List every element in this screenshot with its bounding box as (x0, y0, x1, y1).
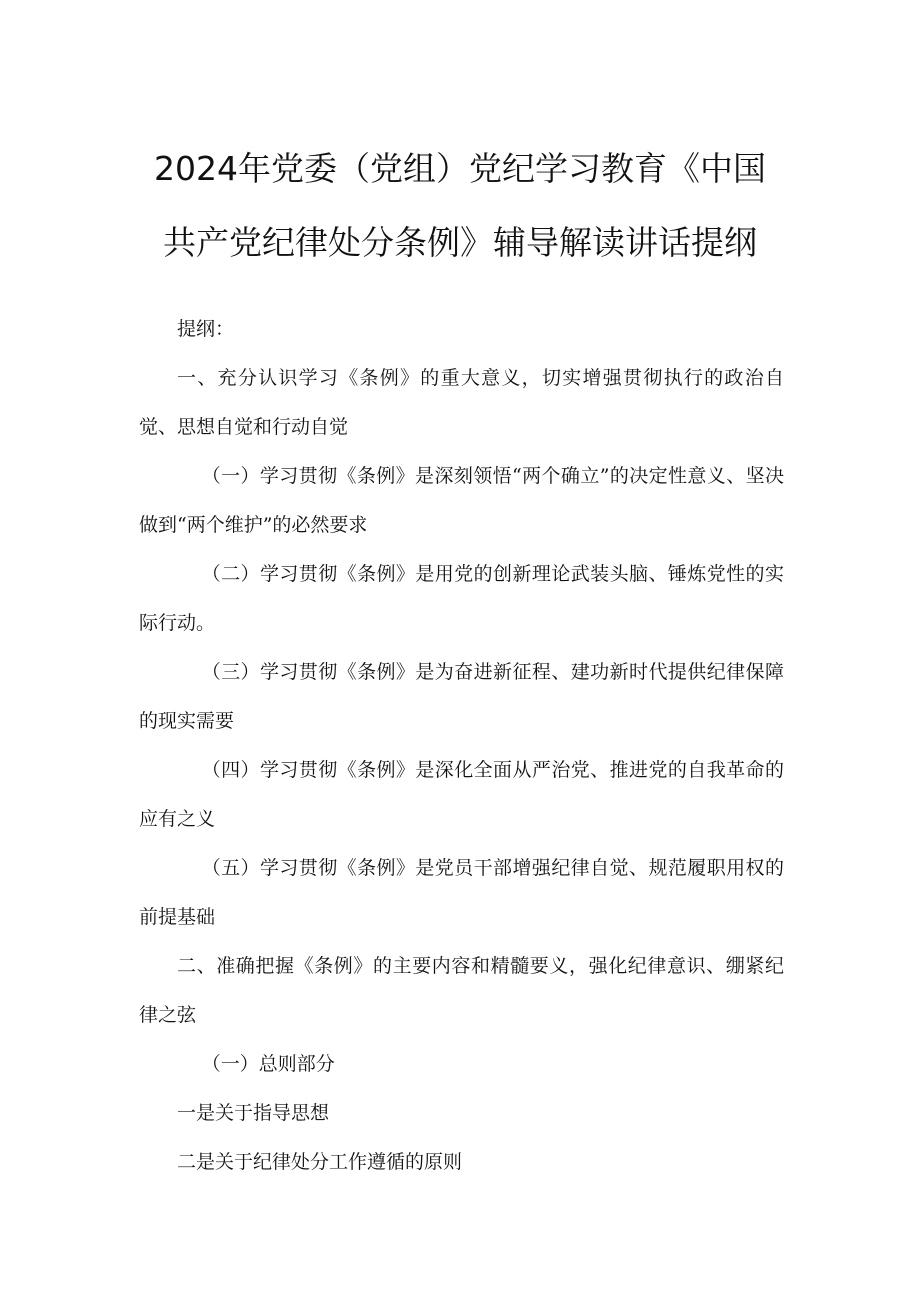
document-title-line-2: 共产党纪律处分条例》辅导解读讲话提纲 (163, 223, 757, 262)
subsection-1-1: （一）学习贯彻《条例》是深刻领悟“两个确立”的决定性意义、坚决做到“两个维护”的必然要求 (139, 465, 784, 536)
subsection-1-5: （五）学习贯彻《条例》是党员干部增强纪律自觉、规范履职用权的前提基础 (139, 857, 784, 928)
document-body (139, 305, 784, 1187)
subsection-1-4: （四）学习贯彻《条例》是深化全面从严治党、推进党的自我革命的应有之义 (139, 759, 784, 830)
subsection-1-3: （三）学习贯彻《条例》是为奋进新征程、建功新时代提供纪律保障的现实需要 (139, 661, 784, 732)
list-item-2: 二是关于纪律处分工作遵循的原则 (177, 1151, 463, 1173)
subsection-1-2: （二）学习贯彻《条例》是用党的创新理论武装头脑、锤炼党性的实际行动。 (139, 563, 784, 634)
section-heading-1: 一、充分认识学习《条例》的重大意义，切实增强贯彻执行的政治自觉、思想自觉和行动自觉 (139, 367, 784, 438)
outline-label: 提纲： (177, 318, 235, 340)
list-item-1: 一是关于指导思想 (177, 1102, 330, 1124)
section-heading-2: 二、准确把握《条例》的主要内容和精髓要义，强化纪律意识、绷紧纪律之弦 (139, 955, 784, 1026)
document-title-line-1: 2024年党委（党组）党纪学习教育《中国 (154, 149, 766, 188)
subsection-2-1: （一）总则部分 (201, 1053, 335, 1075)
